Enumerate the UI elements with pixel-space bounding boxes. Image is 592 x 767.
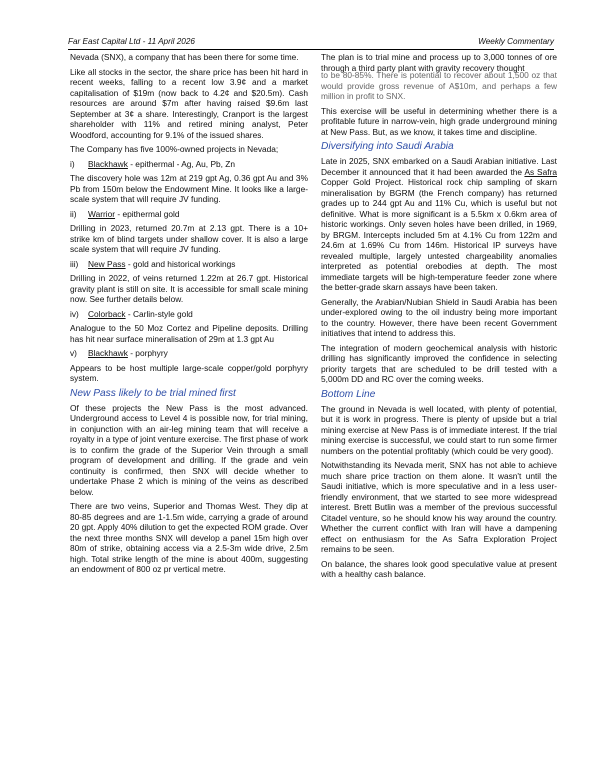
left-column (70, 52, 308, 579)
project-description: - gold and historical workings (125, 258, 236, 269)
paragraph: Like all stocks in the sector, the share price has been hit hard in recent weeks, falling to a recent low 3.9¢ and a market capitalisation of $19m (now back to 4.2¢ and $20.5m). Cash resources are around $7m after having raised $9.6m last September at 3¢ a share. Interestingly, Cranport is the largest shareholder with 11% and retired mining analyst, Peter Woodford, accounting for 9.1% of the issued shares. (70, 66, 308, 140)
paragraph: Nevada (SNX), a company that has been there for some time. (70, 52, 299, 62)
paragraph: Notwithstanding its Nevada merit, SNX has not able to achieve much share price traction on them alone. It wasn't until the Saudi initiative, which is more speculative and in a less user-friendly environment, that we started to see more widespread interest. Brett Butlin was a member of the previous successful Citadel venture, so he should know his way around the country. Whether the current conflict with Iran will have a dampening effect on enthusiasm for the As Safra Exploration Project remains to be seen. (321, 460, 557, 554)
section-heading-new-pass: New Pass likely to be trial mined first (70, 387, 236, 399)
project-description: - Carlin-style gold (125, 308, 193, 319)
paragraph: The ground in Nevada is well located, with plenty of potential, but it is work in progress. There is plenty of upside but a trial mining exercise at New Pass is of immediate interest. If the trial mining exercise is successful, we could start to run some firmer numbers on the potential profitably (which could be very good). (321, 403, 557, 456)
list-number: v) (70, 348, 77, 358)
section-heading-saudi-arabia: Diversifying into Saudi Arabia (321, 141, 454, 152)
paragraph: Generally, the Arabian/Nubian Shield in Saudi Arabia has been under-explored owing to the oil industry being more important to the country. However, there have been recent Government initiatives that intend to address this. (321, 296, 557, 338)
paragraph: Drilling in 2023, returned 20.7m at 2.13 gpt. There is a 10+ strike km of blind targets under shallow cover. It is also a large scale system that will require JV funding. (70, 223, 308, 254)
list-number: ii) (70, 208, 77, 219)
paragraph: Of these projects the New Pass is the most advanced. Underground access to Level 4 is possible now, for trial mining, in conjunction with an air-leg mining team that will receive a royalty in a type of joint venture exercise. The first phase of work is to confirm the grade of the Superior Vein through a small program of development and drilling. If the grade and vein continuity is confirmed, then SNX will decide whether to undertake Phase 2 which is mining of the veins as described below. (70, 402, 308, 497)
paragraph: Appears to be host multiple large-scale copper/gold porphyry system. (70, 362, 308, 383)
text-run: Copper Gold Project. Historical rock chip sampling of skarn mineralisation by BGRM (the French company) has returned grades up to 244 gpt Au and 11% Cu, which is useful but not definitive. What is more significant is a 5.5km x 0.6km area of historic workings. Only seven holes have been drilled, in 1969, by BRGM. Intercepts included 5m at 4.1% Cu from 122m and 24.6m at 1.69% Cu from 146m. Historical IP surveys have revealed multiple, largely untested chargeability anomalies interpreted as potential orebodies at depth. The most immediate targets will be high-temperature feeder zone where the better-grade skarn assays have been taken. (321, 177, 557, 292)
project-name: Blackhawk (88, 348, 128, 358)
project-description: - porphyry (127, 348, 168, 358)
paragraph: Analogue to the 50 Moz Cortez and Pipeline deposits. Drilling has hit near surface mineralisation of 29m at 1.3 gpt Au (70, 323, 308, 344)
header-publication-title: Weekly Commentary (478, 37, 554, 46)
paragraph: The plan is to trial mine and process up to 3,000 tonnes of ore through a third party plant with gravity recovery thought (321, 52, 557, 73)
project-name: Blackhawk (88, 158, 128, 169)
project-item-blackhawk (70, 159, 308, 170)
project-item-warrior (70, 209, 308, 220)
paragraph: to be 80-85%. There is potential to recover about 1,500 oz that would provide gross revenue of A$10m, and perhaps a few million in profit to SNX. (321, 70, 557, 101)
paragraph: Drilling in 2022, of veins returned 1.22m at 26.7 gpt. Historical gravity plant is still on site. It is accessible for small scale mining now. See further details below. (70, 273, 308, 304)
project-name: New Pass (88, 258, 126, 269)
list-number: iii) (70, 258, 79, 269)
project-name-as-safra: As Safra (524, 166, 557, 177)
project-name: Colorback (88, 308, 126, 319)
paragraph: There are two veins, Superior and Thomas West. They dip at 80-85 degrees and are 1-1.5m wide, carrying a grade of around 20 gpt. Apply 40% dilution to get the expected ROM grade. Over the next three months SNX will develop a panel 15m high over 80m of strike, obtaining access via a 2.5-3m wide drive, 2.5m high. Total strike length of the mine is about 400m, suggesting an endowment of 800 oz pr vertical metre. (70, 501, 308, 574)
list-number: iv) (70, 308, 79, 319)
project-description: - epithermal - Ag, Au, Pb, Zn (127, 158, 236, 169)
paragraph: The integration of modern geochemical analysis with historic drilling has significantly improved the confidence in selecting priority targets that are scheduled to be drill tested with a 5,000m DD and RC over the coming weeks. (321, 342, 557, 384)
project-item-colorback (70, 309, 308, 320)
project-description: - epithermal gold (115, 208, 180, 219)
paragraph: This exercise will be useful in determining whether there is a profitable future in narrow-vein, high grade underground mining at New Pass. But, as we know, it takes time and discipline. (321, 105, 557, 137)
page-header (68, 36, 554, 50)
project-item-new-pass (70, 259, 308, 270)
right-column (321, 52, 557, 584)
paragraph: The discovery hole was 12m at 219 gpt Ag, 0.36 gpt Au and 3% Pb from 150m below the Endowment Mine. It looks like a large-scale system that will require JV funding. (70, 173, 308, 204)
paragraph (321, 156, 557, 293)
section-heading-bottom-line: Bottom Line (321, 388, 376, 400)
project-item-blackhawk-porphyry (70, 348, 308, 359)
paragraph: On balance, the shares look good speculative value at present with a healthy cash balance. (321, 558, 557, 579)
project-name: Warrior (88, 208, 116, 219)
list-number: i) (70, 158, 75, 169)
header-publisher-date: Far East Capital Ltd - 11 April 2026 (68, 37, 195, 46)
paragraph: The Company has five 100%-owned projects in Nevada; (70, 144, 279, 154)
text-run: Late in 2025, SNX embarked on a Saudi Arabian initiative. Last December it announced that it had been awarded the (321, 156, 557, 177)
